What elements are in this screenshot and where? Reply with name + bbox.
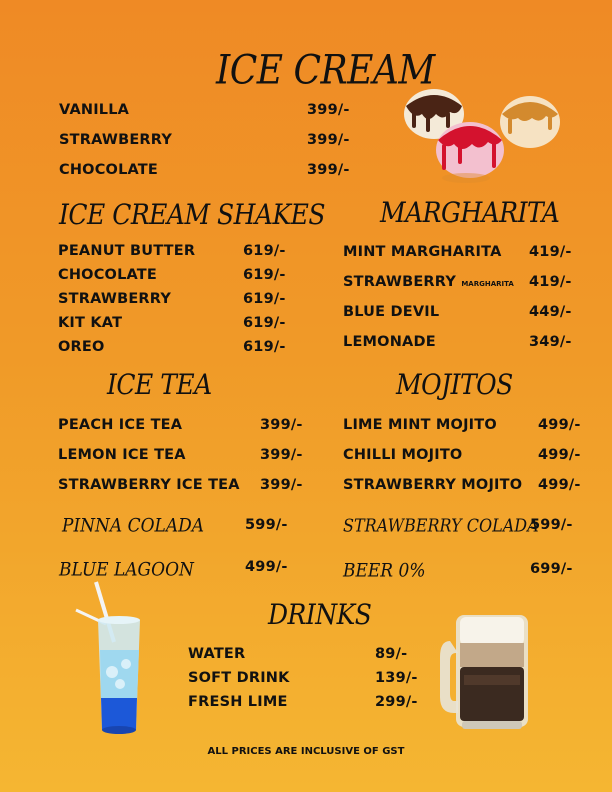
item-name: VANILLA xyxy=(59,102,130,118)
special-name: PINNA COLADA xyxy=(62,515,205,537)
special-price: 599/- xyxy=(245,517,288,533)
drinks-heading: DRINKS xyxy=(268,598,372,631)
item-name: SOFT DRINK xyxy=(188,670,290,686)
item-name: LIME MINT MOJITO xyxy=(343,417,497,433)
item-name: BLUE DEVIL xyxy=(343,304,440,320)
blue-lagoon-glass-icon xyxy=(70,580,150,740)
item-price: 139/- xyxy=(375,670,418,686)
item-name: MINT MARGHARITA xyxy=(343,244,502,260)
item-name: STRAWBERRY ICE TEA xyxy=(58,477,240,493)
item-name: PEANUT BUTTER xyxy=(58,243,196,259)
item-name: OREO xyxy=(58,339,105,355)
shakes-heading: ICE CREAM SHAKES xyxy=(59,198,326,231)
margharita-heading: MARGHARITA xyxy=(380,196,560,229)
item-price: 449/- xyxy=(529,304,572,320)
item-price: 619/- xyxy=(243,339,286,355)
item-price: 619/- xyxy=(243,315,286,331)
item-price: 399/- xyxy=(307,162,350,178)
gst-footer: ALL PRICES ARE INCLUSIVE OF GST xyxy=(207,746,405,757)
item-name: WATER xyxy=(188,646,246,662)
special-name: STRAWBERRY COLADA xyxy=(343,515,539,536)
ice-cream-scoops-icon xyxy=(400,82,565,187)
special-price: 599/- xyxy=(530,517,573,533)
item-price: 399/- xyxy=(260,447,303,463)
item-name: LEMONADE xyxy=(343,334,436,350)
item-price: 419/- xyxy=(529,274,572,290)
item-name: STRAWBERRY MOJITO xyxy=(343,477,523,493)
item-name: CHOCOLATE xyxy=(58,267,158,283)
item-name: STRAWBERRY xyxy=(58,291,172,307)
item-price: 89/- xyxy=(375,646,408,662)
ice-tea-heading: ICE TEA xyxy=(107,368,212,401)
item-name: CHILLI MOJITO xyxy=(343,447,463,463)
item-name: CHOCOLATE xyxy=(59,162,159,178)
item-price: 499/- xyxy=(538,477,581,493)
item-price: 419/- xyxy=(529,244,572,260)
item-name: LEMON ICE TEA xyxy=(58,447,186,463)
item-name: FRESH LIME xyxy=(188,694,288,710)
item-price: 619/- xyxy=(243,243,286,259)
item-price: 619/- xyxy=(243,291,286,307)
item-name-suffix: MARGHARITA xyxy=(461,280,514,288)
item-name: PEACH ICE TEA xyxy=(58,417,183,433)
item-price: 399/- xyxy=(260,477,303,493)
item-name: KIT KAT xyxy=(58,315,123,331)
mojitos-heading: MOJITOS xyxy=(396,368,513,401)
item-price: 299/- xyxy=(375,694,418,710)
item-price: 399/- xyxy=(307,102,350,118)
ice-cream-heading: ICE CREAM xyxy=(216,47,435,94)
beer-mug-icon xyxy=(440,605,540,735)
item-price: 349/- xyxy=(529,334,572,350)
special-price: 699/- xyxy=(530,561,573,577)
item-price: 499/- xyxy=(538,417,581,433)
item-name xyxy=(343,274,514,290)
item-price: 619/- xyxy=(243,267,286,283)
item-price: 499/- xyxy=(538,447,581,463)
special-price: 499/- xyxy=(245,559,288,575)
special-name: BLUE LAGOON xyxy=(59,559,194,581)
item-price: 399/- xyxy=(260,417,303,433)
special-name: BEER 0% xyxy=(343,560,426,582)
item-price: 399/- xyxy=(307,132,350,148)
item-name: STRAWBERRY xyxy=(59,132,173,148)
item-name-main: STRAWBERRY xyxy=(343,274,457,290)
